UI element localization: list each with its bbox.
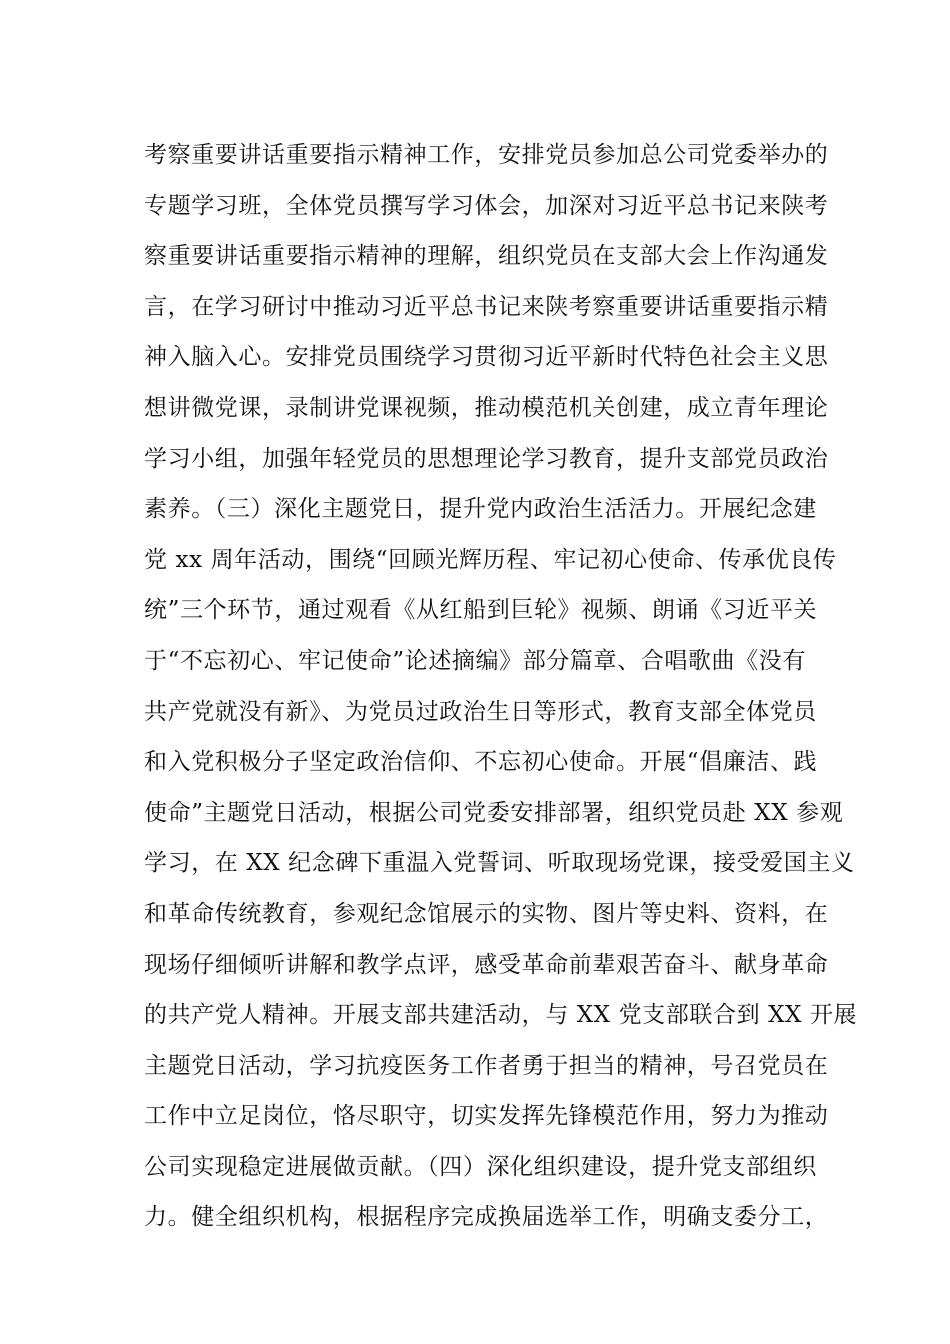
text-line: 神入脑入心。安排党员围绕学习贯彻习近平新时代特色社会主义思 bbox=[144, 344, 829, 371]
text-line: 和入党积极分子坚定政治信仰、不忘初心使命。开展“倡廉洁、践 bbox=[144, 749, 818, 776]
text-line: 的共产党人精神。开展支部共建活动，与 XX 党支部联合到 XX 开展 bbox=[144, 1002, 858, 1029]
text-line: 主题党日活动，学习抗疫医务工作者勇于担当的精神，号召党员在 bbox=[144, 1052, 829, 1079]
text-line: 学习，在 XX 纪念碑下重温入党誓词、听取现场党课，接受爱国主义 bbox=[144, 850, 855, 877]
text-line: 考察重要讲话重要指示精神工作，安排党员参加总公司党委举办的 bbox=[144, 142, 829, 168]
text-line: 现场仔细倾听讲解和教学点评，感受革命前辈艰苦奋斗、献身革命 bbox=[144, 951, 829, 978]
text-line: 统”三个环节，通过观看《从红船到巨轮》视频、朗诵《习近平关 bbox=[144, 597, 818, 624]
text-line: 共产党就没有新》、为党员过政治生日等形式，教育支部全体党员 bbox=[144, 698, 817, 725]
text-line: 力。健全组织机构，根据程序完成换届选举工作，明确支委分工， bbox=[144, 1204, 829, 1231]
text-line: 学习小组，加强年轻党员的思想理论学习教育，提升支部党员政治 bbox=[144, 445, 829, 472]
text-line: 专题学习班，全体党员撰写学习体会，加深对习近平总书记来陕考 bbox=[144, 192, 829, 219]
text-line: 于“不忘初心、牢记使命”论述摘编》部分篇章、合唱歌曲《没有 bbox=[144, 647, 806, 674]
text-line: 想讲微党课，录制讲党课视频，推动模范机关创建，成立青年理论 bbox=[144, 394, 829, 421]
text-line: 党 xx 周年活动，围绕“回顾光辉历程、牢记初心使命、传承优良传 bbox=[144, 546, 837, 573]
text-line: 工作中立足岗位，恪尽职守，切实发挥先锋模范作用，努力为推动 bbox=[144, 1103, 829, 1130]
text-line: 素养。（三）深化主题党日，提升党内政治生活活力。开展纪念建 bbox=[144, 496, 817, 523]
text-line: 和革命传统教育，参观纪念馆展示的实物、图片等史料、资料，在 bbox=[144, 900, 829, 927]
body-paragraph bbox=[144, 130, 858, 1243]
text-line: 言，在学习研讨中推动习近平总书记来陕考察重要讲话重要指示精 bbox=[144, 293, 829, 320]
text-line: 公司实现稳定进展做贡献。（四）深化组织建设，提升党支部组织 bbox=[144, 1153, 817, 1180]
text-line: 察重要讲话重要指示精神的理解，组织党员在支部大会上作沟通发 bbox=[144, 243, 829, 270]
text-line: 使命”主题党日活动，根据公司党委安排部署，组织党员赴 XX 参观 bbox=[144, 799, 844, 826]
